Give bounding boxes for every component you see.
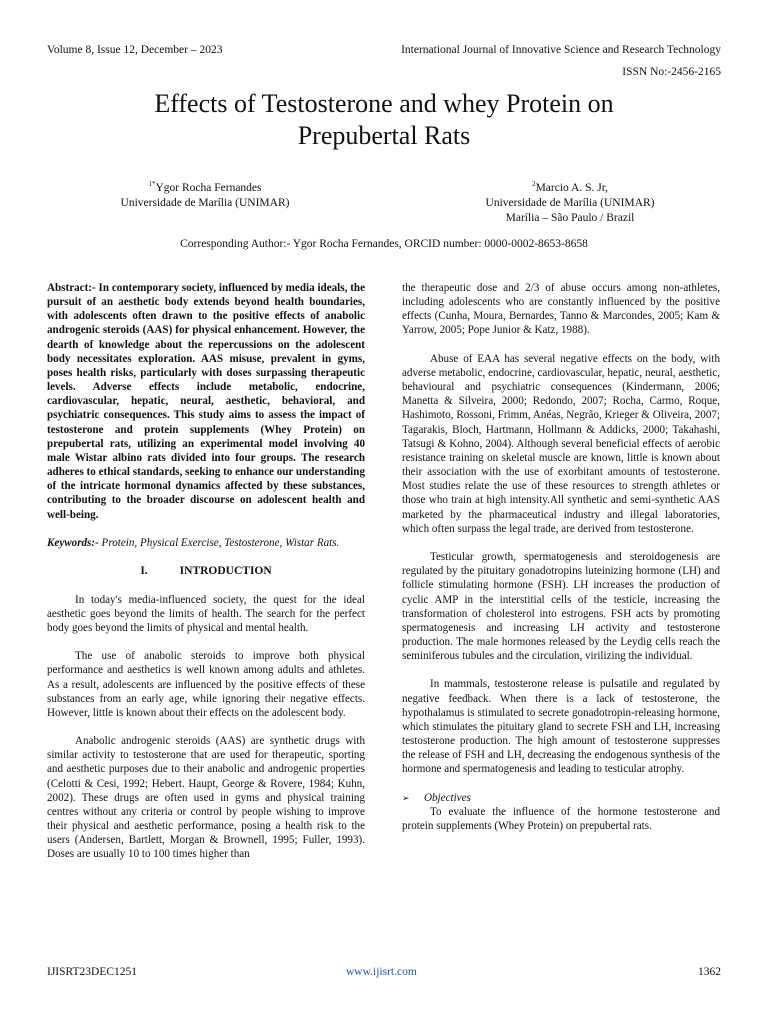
author-1-mark: 1* <box>148 180 156 189</box>
footer-article-code: IJISRT23DEC1251 <box>47 966 138 978</box>
author-1-affiliation: Universidade de Marília (UNIMAR) <box>120 197 290 209</box>
objectives-heading <box>402 791 720 805</box>
header-journal-name: International Journal of Innovative Science and Research Technology <box>401 44 721 56</box>
body-paragraph-7: In mammals, testosterone release is pulsatile and regulated by negative feedback. When there is a lack of testosterone, the hypothalamus is stimulated to secrete gonadotropin-releasing hormone, which stimulates the pituitary gland to secrete FSH and LH, increasing testosterone production. The high amount of testosterone suppresses the release of FSH and LH, decreasing the endogenous synthesis of the hormone and spermatogenesis and leading to testicular atrophy. <box>402 678 720 776</box>
author-2-name: Marcio A. S. Jr, <box>535 182 608 194</box>
intro-paragraph-1: In today's media-influenced society, the quest for the ideal aesthetic goes beyond the limits of health. The search for the perfect body goes beyond the limits of physical and mental health. <box>47 593 365 634</box>
author-1 <box>80 181 330 211</box>
header-issn: ISSN No:-2456-2165 <box>622 66 721 78</box>
objectives-title: Objectives <box>424 791 471 804</box>
intro-paragraph-2: The use of anabolic steroids to improve both physical performance and aesthetics is well known among adults and athletes. As a result, adolescents are influenced by the positive effects of these substances from an early age, while ignoring their negative effects. However, little is known about their effects on the adolescent body. <box>47 650 365 719</box>
author-2 <box>440 181 700 226</box>
author-2-affiliation: Universidade de Marília (UNIMAR) <box>485 197 655 209</box>
abstract: Abstract:- In contemporary society, influenced by media ideals, the pursuit of an aesthetic body extends beyond health boundaries, with adolescents often drawn to the positive effects of anabolic androgenic steroids (AAS) for physical enhancement. However, the dearth of knowledge about the repercussions on the adolescent body necessitates exploration. AAS misuse, prevalent in gyms, poses health risks, particularly with doses surpassing therapeutic levels. Adverse effects include metabolic, endocrine, cardiovascular, hepatic, neural, aesthetic, behavioral, and psychiatric consequences. This study aims to assess the impact of testosterone and protein supplements (Whey Protein) on prepubertal rats, utilizing an experimental model involving 40 male Wistar albino rats divided into four groups. The research adheres to ethical standards, seeking to enhance our understanding of the intricate hormonal dynamics affected by these substances, contributing to the broader discourse on adolescent health and well-being. <box>47 282 365 521</box>
body-paragraph-4: the therapeutic dose and 2/3 of abuse occurs among non-athletes, including adolescents who are constantly influenced by the positive effects (Cunha, Moura, Bernardes, Tanno & Marcondes, 2005; Kam & Yarrow, 2005; Pope Junior & Katz, 1988). <box>402 282 720 337</box>
section-title: INTRODUCTION <box>179 565 272 578</box>
paper-title-line-2: Prepubertal Rats <box>297 121 471 150</box>
corresponding-author: Corresponding Author:- Ygor Rocha Fernandes, ORCID number: 0000-0002-8653-8658 <box>180 238 588 250</box>
section-heading-introduction <box>47 564 365 578</box>
arrow-bullet-icon: ➢ <box>402 792 410 803</box>
section-number: I. <box>140 565 148 578</box>
objectives-text: To evaluate the influence of the hormone testosterone and protein supplements (Whey Protein) on prepubertal rats. <box>402 805 720 833</box>
author-1-name: Ygor Rocha Fernandes <box>155 182 262 194</box>
keywords-label: Keywords:- <box>47 536 99 549</box>
paper-title-line-1: Effects of Testosterone and whey Protein on <box>154 89 614 118</box>
left-column <box>47 281 365 876</box>
header-volume: Volume 8, Issue 12, December – 2023 <box>47 44 223 56</box>
paper-title <box>60 88 708 152</box>
footer-page-number: 1362 <box>698 966 721 978</box>
author-2-mark: 2 <box>532 180 536 189</box>
right-column <box>402 281 720 847</box>
keywords-text: Protein, Physical Exercise, Testosterone, Wistar Rats. <box>101 536 340 549</box>
footer-website-link[interactable]: www.ijisrt.com <box>346 966 417 978</box>
intro-paragraph-3: Anabolic androgenic steroids (AAS) are synthetic drugs with similar activity to testosterone that are used for therapeutic, sporting and aesthetic purposes due to their anabolic and androgenic properties (Celotti & Cesi, 1992; Hebert. Haupt, George & Rovere, 1984; Kuhn, 2002). These drugs are often used in gyms and physical training centres without any criteria or control by people wishing to improve their physical and aesthetic performance, posing a health risk to the users (Andersen, Bartlett, Morgan & Brownell, 1995; Fuller, 1993). Doses are usually 10 to 100 times higher than <box>47 735 365 861</box>
author-2-location: Marília – São Paulo / Brazil <box>505 212 635 224</box>
body-paragraph-5: Abuse of EAA has several negative effects on the body, with adverse metabolic, endocrine, cardiovascular, hepatic, neural, aesthetic, behavioural and psychiatric consequences (Kindermann, 2006; Manetta & Silveira, 2000; Redondo, 2007; Rocha, Carmo, Roque, Hashimoto, Rossoni, Frimm, Anéas, Negrão, Krieger & Oliveira, 2007; Tagarakis, Bloch, Hartmann, Hollmann & Addicks, 2000; Takahashi, Tatsugi & Kohno, 2004). Although several beneficial effects of aerobic resistance training on skeletal muscle are known, little is known about their association with the use of exorbitant amounts of testosterone. Most studies relate the use of these resources to strength athletes or those who train at high intensity.All synthetic and semi-synthetic AAS marketed by the pharmaceutical industry and illegal laboratories, which often surpass the legal trade, are derived from testosterone. <box>402 352 720 535</box>
body-paragraph-6: Testicular growth, spermatogenesis and steroidogenesis are regulated by the pituitary gonadotropins luteinizing hormone (LH) and follicle stimulating hormone (FSH). LH increases the production of cyclic AMP in the interstitial cells of the testicle, increasing the transformation of cholesterol into estrogens. FSH acts by promoting spermatogenesis and increasing LH activity and testosterone production. The male hormones released by the Leydig cells reach the seminiferous tubules and the circulation, virilizing the individual. <box>402 551 720 663</box>
keywords <box>47 536 365 550</box>
